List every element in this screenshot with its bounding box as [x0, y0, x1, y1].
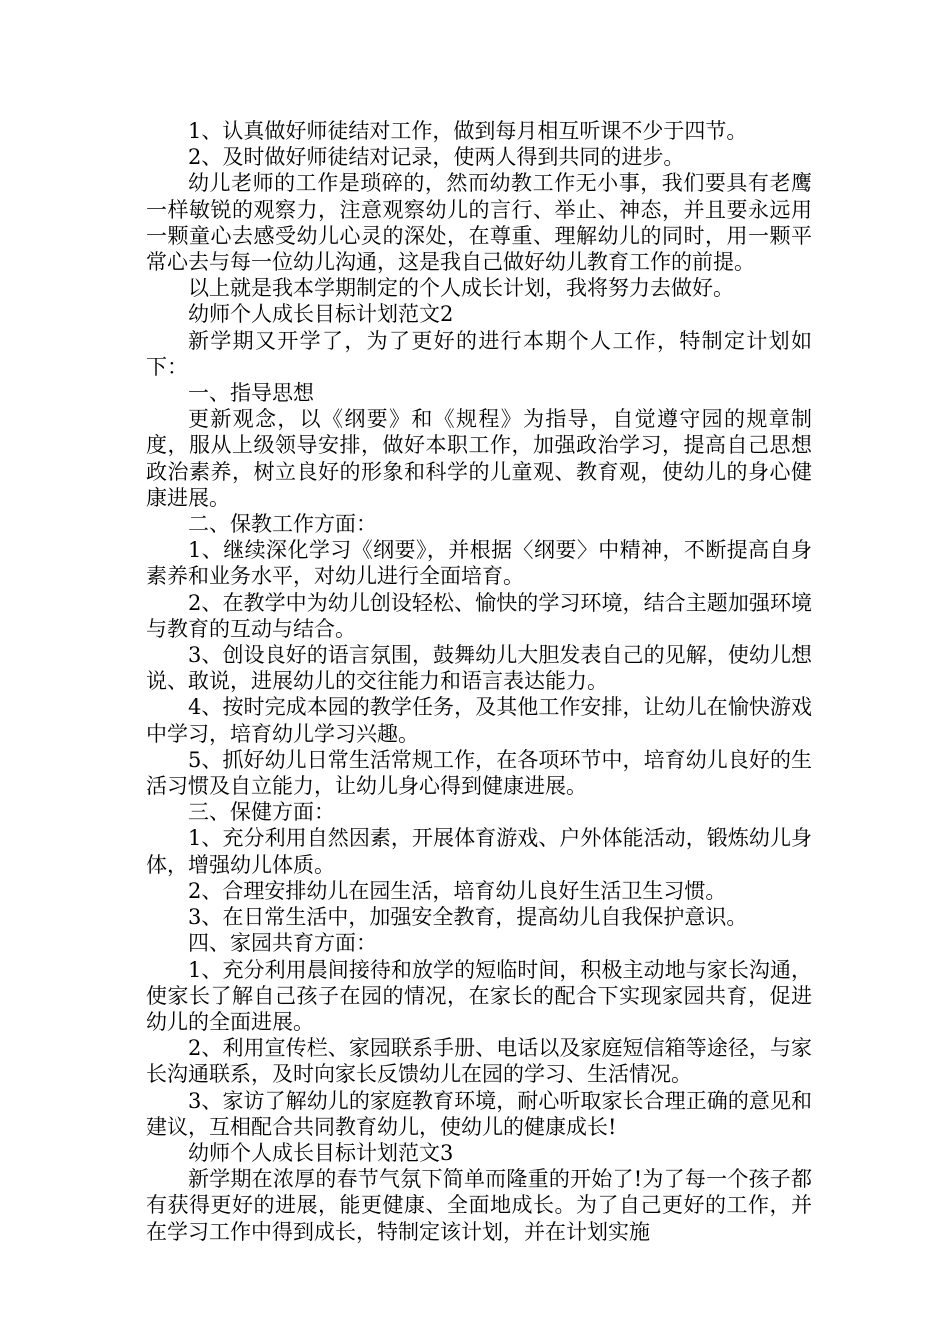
paragraph-teaching-2: 2、在教学中为幼儿创设轻松、愉快的学习环境，结合主题加强环境与教育的互动与结合。: [146, 590, 812, 641]
heading-health: 三、保健方面：: [188, 800, 335, 825]
paragraph-mentoring-2: 2、及时做好师徒结对记录，使两人得到共同的进步。: [188, 145, 685, 170]
paragraph-home-school-1: 1、充分利用晨间接待和放学的短临时间，积极主动地与家长沟通，使家长了解自己孩子在园的情况，在家长的配合下实现家园共育，促进幼儿的全面进展。: [146, 957, 812, 1034]
paragraph-teaching-1: 1、继续深化学习《纲要》，并根据〈纲要〉中精神，不断提高自身素养和业务水平，对幼儿进行全面培育。: [146, 538, 812, 589]
paragraph-health-3: 3、在日常生活中，加强安全教育，提高幼儿自我保护意识。: [188, 905, 748, 930]
paragraph-home-school-3: 3、家访了解幼儿的家庭教育环境，耐心听取家长合理正确的意见和建议，互相配合共同教育幼儿，使幼儿的健康成长!: [146, 1088, 812, 1139]
section-title-3: 幼师个人成长目标计划范文3: [188, 1140, 454, 1165]
heading-home-school: 四、家园共育方面：: [188, 931, 377, 956]
paragraph-health-1: 1、充分利用自然因素，开展体育游戏、户外体能活动，锻炼幼儿身体，增强幼儿体质。: [146, 826, 812, 877]
paragraph-teaching-4: 4、按时完成本园的教学任务，及其他工作安排，让幼儿在愉快游戏中学习，培育幼儿学习兴趣。: [146, 695, 812, 746]
paragraph-teaching-3: 3、创设良好的语言氛围，鼓舞幼儿大胆发表自己的见解，使幼儿想说、敢说，进展幼儿的交往能力和语言表达能力。: [146, 643, 812, 694]
paragraph-guiding-ideas: 更新观念，以《纲要》和《规程》为指导，自觉遵守园的规章制度，服从上级领导安排，做好本职工作，加强政治学习，提高自己思想政治素养，树立良好的形象和科学的儿童观、教育观，使幼儿的身心健康进展。: [146, 407, 812, 510]
paragraph-mentoring-1: 1、认真做好师徒结对工作，做到每月相互听课不少于四节。: [188, 119, 748, 143]
paragraph-intro-3: 新学期在浓厚的春节气氛下简单而隆重的开始了!为了每一个孩子都有获得更好的进展，能更健康、全面地成长。为了自己更好的工作，并在学习工作中得到成长，特制定该计划，并在计划实施: [146, 1167, 812, 1244]
paragraph-intro-2: 新学期又开学了，为了更好的进行本期个人工作，特制定计划如下：: [146, 328, 812, 379]
paragraph-teacher-work: 幼儿老师的工作是琐碎的，然而幼教工作无小事，我们要具有老鹰一样敏锐的观察力，注意观察幼儿的言行、举止、神态，并且要永远用一颗童心去感受幼儿心灵的深处，在尊重、理解幼儿的同时，用一颗平常心去与每一位幼儿沟通，这是我自己做好幼儿教育工作的前提。: [146, 171, 812, 275]
paragraph-closing: 以上就是我本学期制定的个人成长计划，我将努力去做好。: [188, 276, 734, 301]
heading-teaching-work: 二、保教工作方面：: [188, 512, 377, 537]
paragraph-health-2: 2、合理安排幼儿在园生活，培育幼儿良好生活卫生习惯。: [188, 878, 727, 903]
heading-guiding-ideas: 一、指导思想: [188, 381, 314, 406]
document-body: [146, 118, 812, 1245]
paragraph-home-school-2: 2、利用宣传栏、家园联系手册、电话以及家庭短信箱等途径，与家长沟通联系，及时向家长反馈幼儿在园的学习、生活情况。: [146, 1036, 812, 1087]
section-title-2: 幼师个人成长目标计划范文2: [188, 302, 454, 327]
paragraph-teaching-5: 5、抓好幼儿日常生活常规工作，在各项环节中，培育幼儿良好的生活习惯及自立能力，让幼儿身心得到健康进展。: [146, 747, 812, 799]
